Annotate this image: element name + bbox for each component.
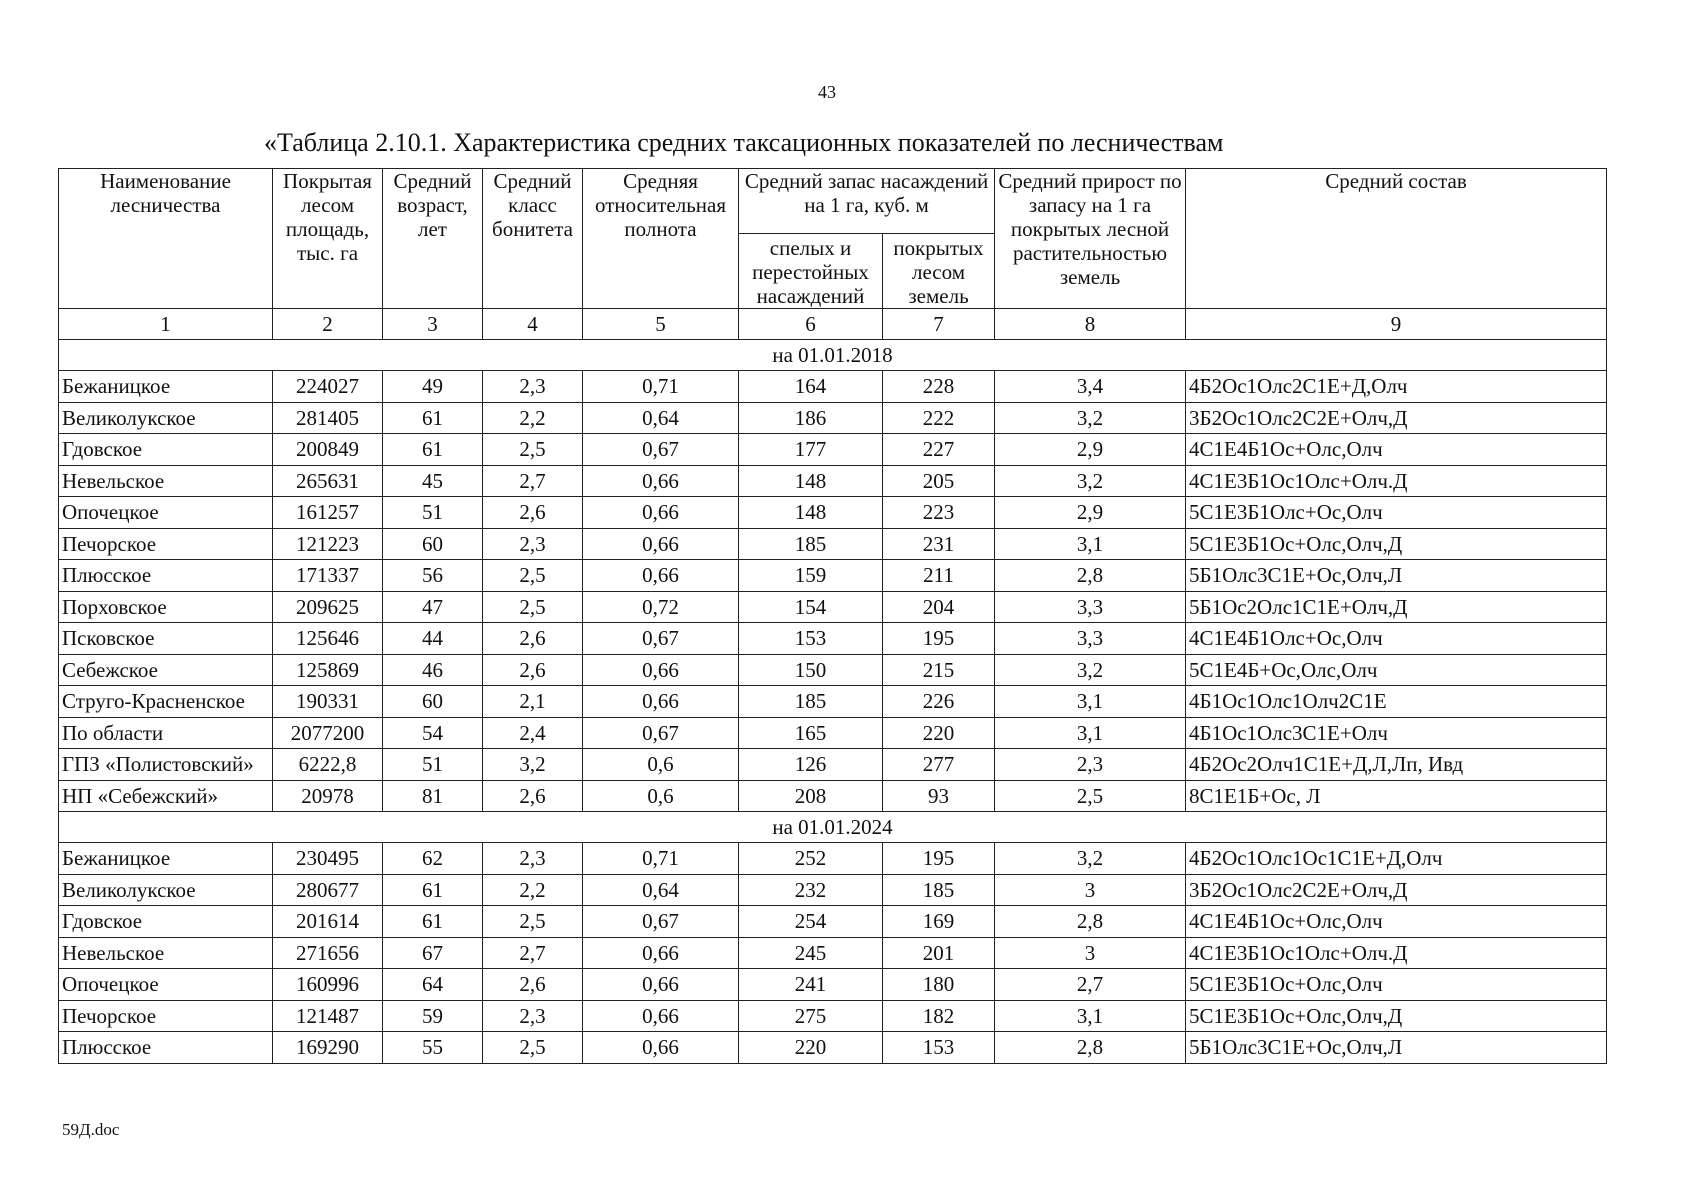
header-average-composition: Средний состав <box>1186 169 1607 309</box>
cell-relative-density: 0,71 <box>583 843 739 875</box>
table-row <box>59 623 1607 655</box>
cell-forested-stock: 226 <box>883 686 995 718</box>
cell-average-age: 45 <box>383 465 483 497</box>
header-forested-lands: покрытых лесом земель <box>883 234 995 309</box>
forest-characteristics-table <box>58 168 1607 1064</box>
cell-forested-stock: 277 <box>883 749 995 781</box>
cell-forestry-name: Себежское <box>59 654 273 686</box>
cell-relative-density: 0,66 <box>583 528 739 560</box>
column-number: 6 <box>739 309 883 340</box>
cell-bonitet-class: 2,6 <box>483 780 583 812</box>
cell-average-increment: 3,2 <box>995 402 1186 434</box>
cell-mature-stock: 126 <box>739 749 883 781</box>
cell-relative-density: 0,67 <box>583 906 739 938</box>
cell-average-increment: 2,8 <box>995 560 1186 592</box>
header-average-stock-group: Средний запас насаждений на 1 га, куб. м <box>739 169 995 234</box>
cell-average-age: 51 <box>383 749 483 781</box>
column-number: 3 <box>383 309 483 340</box>
cell-average-composition: 4С1Е4Б1Ос+Олс,Олч <box>1186 434 1607 466</box>
cell-relative-density: 0,66 <box>583 560 739 592</box>
cell-average-composition: 3Б2Ос1Олс2С2Е+Олч,Д <box>1186 402 1607 434</box>
table-row <box>59 969 1607 1001</box>
cell-relative-density: 0,66 <box>583 937 739 969</box>
cell-forest-area: 125646 <box>273 623 383 655</box>
cell-bonitet-class: 2,7 <box>483 465 583 497</box>
cell-mature-stock: 252 <box>739 843 883 875</box>
cell-bonitet-class: 2,5 <box>483 434 583 466</box>
cell-average-composition: 4Б1Ос1Олс1Олч2С1Е <box>1186 686 1607 718</box>
cell-bonitet-class: 2,6 <box>483 654 583 686</box>
cell-forest-area: 20978 <box>273 780 383 812</box>
cell-average-composition: 5Б1Ос2Олс1С1Е+Олч,Д <box>1186 591 1607 623</box>
cell-forestry-name: Струго-Красненское <box>59 686 273 718</box>
cell-average-age: 54 <box>383 717 483 749</box>
table-row <box>59 717 1607 749</box>
cell-average-age: 60 <box>383 686 483 718</box>
cell-mature-stock: 232 <box>739 874 883 906</box>
cell-forested-stock: 195 <box>883 843 995 875</box>
header-forest-area: Покрытая лесом площадь, тыс. га <box>273 169 383 309</box>
cell-average-composition: 5С1Е3Б1Олс+Ос,Олч <box>1186 497 1607 529</box>
column-number-row <box>59 309 1607 340</box>
cell-bonitet-class: 2,6 <box>483 969 583 1001</box>
cell-forest-area: 2077200 <box>273 717 383 749</box>
cell-average-composition: 4С1Е3Б1Ос1Олс+Олч.Д <box>1186 937 1607 969</box>
cell-average-age: 61 <box>383 434 483 466</box>
cell-average-increment: 2,5 <box>995 780 1186 812</box>
cell-relative-density: 0,66 <box>583 969 739 1001</box>
cell-mature-stock: 164 <box>739 371 883 403</box>
cell-average-increment: 2,9 <box>995 434 1186 466</box>
cell-mature-stock: 154 <box>739 591 883 623</box>
cell-relative-density: 0,71 <box>583 371 739 403</box>
cell-bonitet-class: 3,2 <box>483 749 583 781</box>
cell-forested-stock: 227 <box>883 434 995 466</box>
cell-average-composition: 5С1Е4Б+Ос,Олс,Олч <box>1186 654 1607 686</box>
header-bonitet-class: Средний класс бонитета <box>483 169 583 309</box>
table-row <box>59 874 1607 906</box>
cell-bonitet-class: 2,4 <box>483 717 583 749</box>
cell-average-composition: 5С1Е3Б1Ос+Олс,Олч <box>1186 969 1607 1001</box>
cell-forestry-name: Гдовское <box>59 906 273 938</box>
cell-average-composition: 3Б2Ос1Олс2С2Е+Олч,Д <box>1186 874 1607 906</box>
cell-bonitet-class: 2,5 <box>483 1032 583 1064</box>
section-date-label: на 01.01.2018 <box>59 340 1607 371</box>
cell-forest-area: 6222,8 <box>273 749 383 781</box>
footer-file-name: 59Д.doc <box>62 1120 120 1139</box>
table-row <box>59 497 1607 529</box>
cell-mature-stock: 150 <box>739 654 883 686</box>
cell-average-age: 61 <box>383 874 483 906</box>
cell-average-composition: 5С1Е3Б1Ос+Олс,Олч,Д <box>1186 528 1607 560</box>
cell-bonitet-class: 2,5 <box>483 906 583 938</box>
cell-forested-stock: 228 <box>883 371 995 403</box>
cell-bonitet-class: 2,1 <box>483 686 583 718</box>
cell-forest-area: 169290 <box>273 1032 383 1064</box>
cell-forest-area: 201614 <box>273 906 383 938</box>
cell-average-composition: 5С1Е3Б1Ос+Олс,Олч,Д <box>1186 1000 1607 1032</box>
table-title: «Таблица 2.10.1. Характеристика средних таксационных показателей по лесничествам <box>264 128 1224 157</box>
cell-forestry-name: Опочецкое <box>59 497 273 529</box>
cell-average-age: 61 <box>383 906 483 938</box>
cell-average-increment: 3,2 <box>995 843 1186 875</box>
header-mature-stands: спелых и перестойных насаждений <box>739 234 883 309</box>
cell-forested-stock: 204 <box>883 591 995 623</box>
cell-average-age: 64 <box>383 969 483 1001</box>
header-relative-density: Средняя относительная полнота <box>583 169 739 309</box>
cell-forestry-name: Псковское <box>59 623 273 655</box>
cell-average-composition: 5Б1Олс3С1Е+Ос,Олч,Л <box>1186 560 1607 592</box>
cell-forestry-name: Опочецкое <box>59 969 273 1001</box>
cell-bonitet-class: 2,5 <box>483 560 583 592</box>
cell-average-increment: 2,3 <box>995 749 1186 781</box>
cell-forestry-name: Гдовское <box>59 434 273 466</box>
cell-average-increment: 3,1 <box>995 1000 1186 1032</box>
cell-average-age: 56 <box>383 560 483 592</box>
cell-average-composition: 5Б1Олс3С1Е+Ос,Олч,Л <box>1186 1032 1607 1064</box>
cell-forestry-name: ГПЗ «Полистовский» <box>59 749 273 781</box>
cell-bonitet-class: 2,5 <box>483 591 583 623</box>
cell-forest-area: 281405 <box>273 402 383 434</box>
cell-mature-stock: 245 <box>739 937 883 969</box>
cell-forested-stock: 169 <box>883 906 995 938</box>
cell-relative-density: 0,66 <box>583 686 739 718</box>
cell-bonitet-class: 2,6 <box>483 623 583 655</box>
cell-relative-density: 0,67 <box>583 434 739 466</box>
cell-mature-stock: 241 <box>739 969 883 1001</box>
cell-forestry-name: Великолукское <box>59 402 273 434</box>
table-row <box>59 560 1607 592</box>
cell-forested-stock: 201 <box>883 937 995 969</box>
cell-forested-stock: 195 <box>883 623 995 655</box>
cell-forest-area: 280677 <box>273 874 383 906</box>
cell-average-increment: 3,2 <box>995 465 1186 497</box>
cell-forestry-name: Плюсское <box>59 560 273 592</box>
cell-average-increment: 3 <box>995 874 1186 906</box>
cell-average-age: 59 <box>383 1000 483 1032</box>
column-number: 9 <box>1186 309 1607 340</box>
cell-average-age: 55 <box>383 1032 483 1064</box>
cell-mature-stock: 148 <box>739 497 883 529</box>
table-row <box>59 686 1607 718</box>
section-header-row <box>59 340 1607 371</box>
cell-forest-area: 265631 <box>273 465 383 497</box>
cell-average-composition: 4С1Е3Б1Ос1Олс+Олч.Д <box>1186 465 1607 497</box>
cell-average-composition: 4Б2Ос1Олс1Ос1С1Е+Д,Олч <box>1186 843 1607 875</box>
cell-relative-density: 0,6 <box>583 780 739 812</box>
cell-forest-area: 121223 <box>273 528 383 560</box>
cell-mature-stock: 148 <box>739 465 883 497</box>
section-date-label: на 01.01.2024 <box>59 812 1607 843</box>
cell-mature-stock: 185 <box>739 528 883 560</box>
cell-mature-stock: 208 <box>739 780 883 812</box>
cell-average-composition: 8С1Е1Б+Ос, Л <box>1186 780 1607 812</box>
cell-bonitet-class: 2,3 <box>483 843 583 875</box>
table-row <box>59 402 1607 434</box>
header-average-increment: Средний прирост по запасу на 1 га покрытых лесной растительностью земель <box>995 169 1186 309</box>
table-row <box>59 780 1607 812</box>
cell-average-age: 49 <box>383 371 483 403</box>
cell-average-age: 61 <box>383 402 483 434</box>
cell-forested-stock: 223 <box>883 497 995 529</box>
cell-average-age: 46 <box>383 654 483 686</box>
cell-forestry-name: Бежаницкое <box>59 843 273 875</box>
cell-average-increment: 2,9 <box>995 497 1186 529</box>
table-row <box>59 371 1607 403</box>
cell-average-increment: 3,3 <box>995 623 1186 655</box>
cell-average-age: 62 <box>383 843 483 875</box>
cell-forested-stock: 211 <box>883 560 995 592</box>
cell-forest-area: 171337 <box>273 560 383 592</box>
cell-forest-area: 271656 <box>273 937 383 969</box>
cell-average-increment: 3,3 <box>995 591 1186 623</box>
cell-average-age: 67 <box>383 937 483 969</box>
cell-forestry-name: Печорское <box>59 528 273 560</box>
cell-forestry-name: Порховское <box>59 591 273 623</box>
table-row <box>59 1000 1607 1032</box>
cell-relative-density: 0,72 <box>583 591 739 623</box>
cell-forested-stock: 180 <box>883 969 995 1001</box>
cell-average-age: 81 <box>383 780 483 812</box>
cell-mature-stock: 186 <box>739 402 883 434</box>
cell-forestry-name: Бежаницкое <box>59 371 273 403</box>
cell-average-increment: 3 <box>995 937 1186 969</box>
cell-forested-stock: 215 <box>883 654 995 686</box>
cell-bonitet-class: 2,2 <box>483 874 583 906</box>
cell-relative-density: 0,64 <box>583 874 739 906</box>
cell-average-increment: 2,7 <box>995 969 1186 1001</box>
column-number: 4 <box>483 309 583 340</box>
table-row <box>59 591 1607 623</box>
cell-forest-area: 230495 <box>273 843 383 875</box>
column-number: 7 <box>883 309 995 340</box>
cell-average-increment: 3,1 <box>995 686 1186 718</box>
section-header-row <box>59 812 1607 843</box>
cell-average-age: 47 <box>383 591 483 623</box>
cell-forestry-name: Невельское <box>59 465 273 497</box>
table-row <box>59 654 1607 686</box>
table-row <box>59 434 1607 466</box>
cell-forest-area: 224027 <box>273 371 383 403</box>
cell-forestry-name: НП «Себежский» <box>59 780 273 812</box>
cell-average-composition: 4С1Е4Б1Олс+Ос,Олч <box>1186 623 1607 655</box>
cell-relative-density: 0,66 <box>583 1000 739 1032</box>
cell-forested-stock: 205 <box>883 465 995 497</box>
cell-forestry-name: Плюсское <box>59 1032 273 1064</box>
cell-average-age: 60 <box>383 528 483 560</box>
cell-average-composition: 4Б2Ос1Олс2С1Е+Д,Олч <box>1186 371 1607 403</box>
cell-mature-stock: 254 <box>739 906 883 938</box>
table-body <box>59 309 1607 1064</box>
cell-average-increment: 3,1 <box>995 717 1186 749</box>
cell-average-composition: 4Б2Ос2Олч1С1Е+Д,Л,Лп, Ивд <box>1186 749 1607 781</box>
table-header <box>59 169 1607 309</box>
cell-relative-density: 0,66 <box>583 654 739 686</box>
cell-mature-stock: 177 <box>739 434 883 466</box>
table-row <box>59 465 1607 497</box>
cell-mature-stock: 275 <box>739 1000 883 1032</box>
cell-forest-area: 209625 <box>273 591 383 623</box>
cell-forested-stock: 182 <box>883 1000 995 1032</box>
table-row <box>59 749 1607 781</box>
table-row <box>59 1032 1607 1064</box>
cell-relative-density: 0,6 <box>583 749 739 781</box>
column-number: 1 <box>59 309 273 340</box>
cell-bonitet-class: 2,7 <box>483 937 583 969</box>
cell-average-age: 44 <box>383 623 483 655</box>
cell-forestry-name: По области <box>59 717 273 749</box>
cell-mature-stock: 220 <box>739 1032 883 1064</box>
cell-average-increment: 3,2 <box>995 654 1186 686</box>
cell-bonitet-class: 2,2 <box>483 402 583 434</box>
cell-forested-stock: 93 <box>883 780 995 812</box>
page-number: 43 <box>818 82 836 102</box>
cell-relative-density: 0,66 <box>583 465 739 497</box>
cell-average-composition: 4Б1Ос1Олс3С1Е+Олч <box>1186 717 1607 749</box>
table-row <box>59 843 1607 875</box>
cell-forestry-name: Великолукское <box>59 874 273 906</box>
cell-forest-area: 190331 <box>273 686 383 718</box>
cell-forestry-name: Невельское <box>59 937 273 969</box>
cell-mature-stock: 159 <box>739 560 883 592</box>
cell-forested-stock: 153 <box>883 1032 995 1064</box>
cell-relative-density: 0,66 <box>583 497 739 529</box>
cell-average-composition: 4С1Е4Б1Ос+Олс,Олч <box>1186 906 1607 938</box>
cell-bonitet-class: 2,6 <box>483 497 583 529</box>
cell-relative-density: 0,67 <box>583 717 739 749</box>
column-number: 2 <box>273 309 383 340</box>
cell-bonitet-class: 2,3 <box>483 371 583 403</box>
cell-forested-stock: 185 <box>883 874 995 906</box>
cell-relative-density: 0,67 <box>583 623 739 655</box>
cell-mature-stock: 185 <box>739 686 883 718</box>
cell-forest-area: 160996 <box>273 969 383 1001</box>
cell-average-increment: 2,8 <box>995 906 1186 938</box>
cell-relative-density: 0,64 <box>583 402 739 434</box>
cell-average-increment: 3,4 <box>995 371 1186 403</box>
cell-forest-area: 200849 <box>273 434 383 466</box>
table-row <box>59 528 1607 560</box>
cell-bonitet-class: 2,3 <box>483 528 583 560</box>
cell-mature-stock: 165 <box>739 717 883 749</box>
cell-forested-stock: 222 <box>883 402 995 434</box>
cell-forested-stock: 220 <box>883 717 995 749</box>
cell-forest-area: 121487 <box>273 1000 383 1032</box>
cell-mature-stock: 153 <box>739 623 883 655</box>
cell-forested-stock: 231 <box>883 528 995 560</box>
header-average-age: Средний возраст, лет <box>383 169 483 309</box>
cell-average-increment: 3,1 <box>995 528 1186 560</box>
table-row <box>59 906 1607 938</box>
column-number: 8 <box>995 309 1186 340</box>
cell-relative-density: 0,66 <box>583 1032 739 1064</box>
cell-average-increment: 2,8 <box>995 1032 1186 1064</box>
header-forestry-name: Наименование лесничества <box>59 169 273 309</box>
cell-average-age: 51 <box>383 497 483 529</box>
cell-forest-area: 125869 <box>273 654 383 686</box>
column-number: 5 <box>583 309 739 340</box>
table-row <box>59 937 1607 969</box>
cell-forest-area: 161257 <box>273 497 383 529</box>
cell-forestry-name: Печорское <box>59 1000 273 1032</box>
cell-bonitet-class: 2,3 <box>483 1000 583 1032</box>
